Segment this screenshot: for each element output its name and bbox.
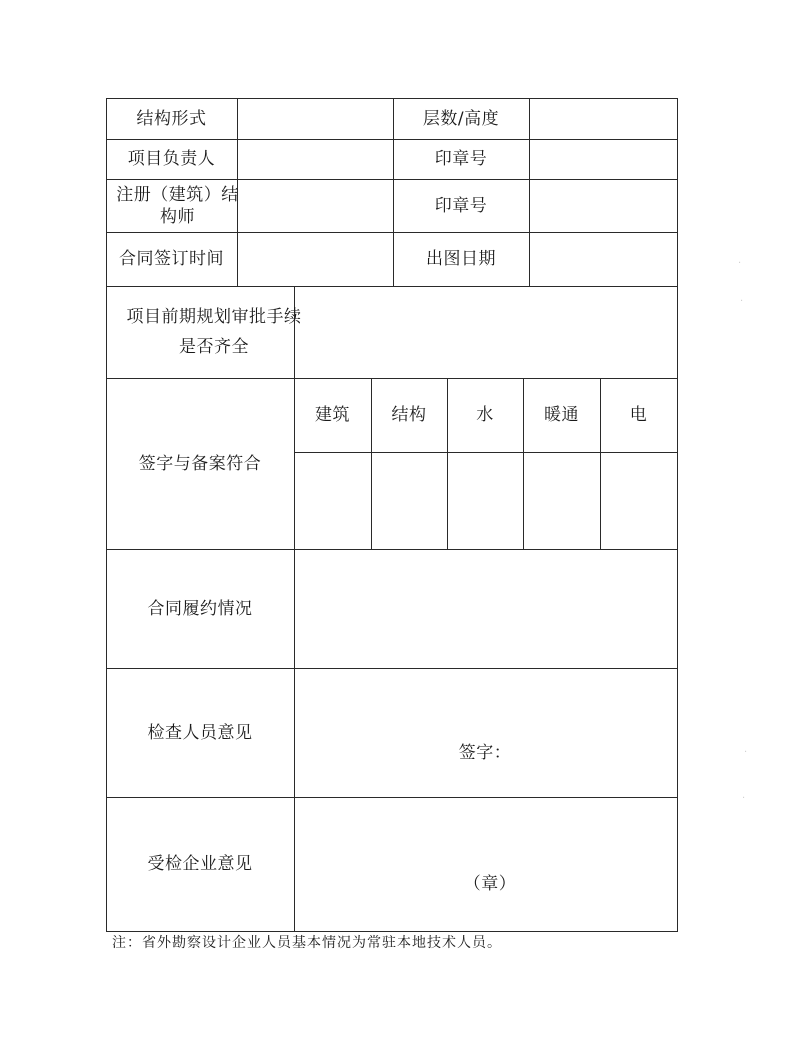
approval-complete-label: 项目前期规划审批手续是否齐全 <box>126 307 302 357</box>
inspector-opinion-label: 检查人员意见 <box>147 722 253 743</box>
scan-mark: · <box>740 296 744 307</box>
discipline-architecture: 建筑 <box>315 405 350 425</box>
company-seal-label: （章） <box>463 874 517 894</box>
discipline-water: 水 <box>476 405 494 425</box>
table-border-right <box>677 98 678 931</box>
signature-match-label: 签字与备案符合 <box>138 453 262 474</box>
registered-engineer-label: 注册（建筑）结构师 <box>116 184 239 227</box>
seal-number-label: 印章号 <box>434 149 488 169</box>
discipline-structure: 结构 <box>391 405 427 425</box>
structure-form-label: 结构形式 <box>136 108 207 129</box>
scan-mark: · <box>742 793 746 804</box>
contract-date-label: 合同签订时间 <box>119 249 224 269</box>
discipline-electrical: 电 <box>629 405 648 425</box>
floors-height-label: 层数/高度 <box>422 108 500 129</box>
seal-number-label: 印章号 <box>434 195 488 216</box>
footnote: 注：省外勘察设计企业人员基本情况为常驻本地技术人员。 <box>112 935 502 951</box>
project-leader-label: 项目负责人 <box>127 149 216 169</box>
col-divider <box>529 98 530 286</box>
scan-mark: · <box>738 258 742 269</box>
company-opinion-label: 受检企业意见 <box>147 854 253 874</box>
drawing-date-label: 出图日期 <box>426 249 496 269</box>
contract-performance-label: 合同履约情况 <box>147 598 253 619</box>
discipline-divider <box>294 452 678 453</box>
discipline-hvac: 暖通 <box>544 405 579 425</box>
scan-mark: · <box>744 747 748 758</box>
inspector-signature-label: 签字： <box>458 743 512 763</box>
